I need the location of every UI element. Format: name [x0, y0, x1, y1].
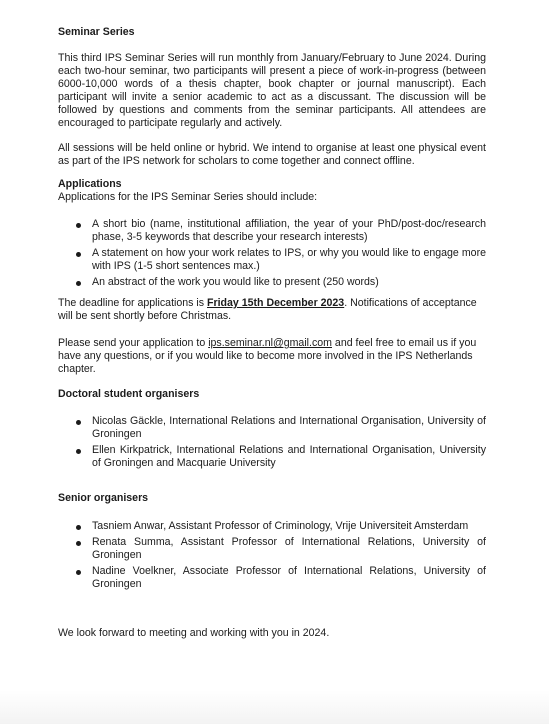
bullet-icon — [76, 570, 81, 575]
email-link[interactable]: ips.seminar.nl@gmail.com — [208, 337, 332, 349]
list-item-text: An abstract of the work you would like to present (250 words) — [92, 276, 379, 288]
list-item-text: Nicolas Gäckle, International Relations and International Organisation, University of Groningen — [92, 415, 486, 440]
deadline-paragraph — [58, 297, 486, 323]
list-item-text: Renata Summa, Assistant Professor of International Relations, University of Groningen — [92, 536, 486, 561]
list-item — [58, 247, 486, 273]
list-item — [58, 536, 486, 562]
seminar-intro-paragraph: This third IPS Seminar Series will run monthly from January/February to June 2024. During each two-hour seminar, two participants will present a piece of work-in-progress (between 6000-10,000 words of a thesis chapter, book chapter or journal manuscript). Each participant will invite a senior academic to act as a discussant. The discussion will be followed by questions and comments from the seminar participants. All attendees are encouraged to participate regularly and actively. — [58, 52, 486, 129]
list-item-text: Tasniem Anwar, Assistant Professor of Criminology, Vrije Universiteit Amsterdam — [92, 520, 469, 532]
senior-organisers-heading: Senior organisers — [58, 492, 149, 504]
send-application-paragraph — [58, 337, 486, 376]
list-item — [58, 276, 486, 289]
list-item — [58, 565, 486, 591]
deadline-prefix: The deadline for applications is — [58, 297, 207, 309]
senior-organisers-list — [58, 520, 486, 591]
seminar-series-heading: Seminar Series — [58, 26, 135, 38]
bullet-icon — [76, 420, 81, 425]
list-item-text: Nadine Voelkner, Associate Professor of International Relations, University of Groningen — [92, 565, 486, 590]
applications-heading: Applications — [58, 178, 122, 190]
applications-list — [58, 218, 486, 289]
deadline-date: Friday 15th December 2023 — [207, 297, 345, 309]
page-bottom-shadow — [0, 690, 549, 724]
list-item — [58, 520, 486, 533]
bullet-icon — [76, 252, 81, 257]
send-suffix: and feel free to email us if you have any questions, or if you would like to become more involved in the IPS Netherlands chapter. — [58, 337, 477, 375]
deadline-suffix: . Notifications of acceptance will be sent shortly before Christmas. — [58, 297, 477, 322]
list-item-text: A short bio (name, institutional affiliation, the year of your PhD/post-doc/research phase, 3-5 keywords that describe your research interests) — [92, 218, 486, 243]
list-item-text: Ellen Kirkpatrick, International Relations and International Organisation, University of Groningen and Macquarie University — [92, 444, 486, 469]
list-item — [58, 415, 486, 441]
doctoral-organisers-list — [58, 415, 486, 470]
list-item-text: A statement on how your work relates to IPS, or why you would like to engage more with IPS (1-5 short sentences max.) — [92, 247, 486, 272]
list-item — [58, 444, 486, 470]
bullet-icon — [76, 281, 81, 286]
list-item — [58, 218, 486, 244]
bullet-icon — [76, 525, 81, 530]
bullet-icon — [76, 541, 81, 546]
applications-intro: Applications for the IPS Seminar Series should include: — [58, 191, 318, 203]
send-prefix: Please send your application to — [58, 337, 209, 349]
bullet-icon — [76, 223, 81, 228]
doctoral-organisers-heading: Doctoral student organisers — [58, 388, 200, 400]
closing-paragraph: We look forward to meeting and working with you in 2024. — [58, 627, 330, 639]
sessions-paragraph: All sessions will be held online or hybrid. We intend to organise at least one physical event as part of the IPS network for scholars to come together and connect offline. — [58, 142, 486, 167]
bullet-icon — [76, 449, 81, 454]
